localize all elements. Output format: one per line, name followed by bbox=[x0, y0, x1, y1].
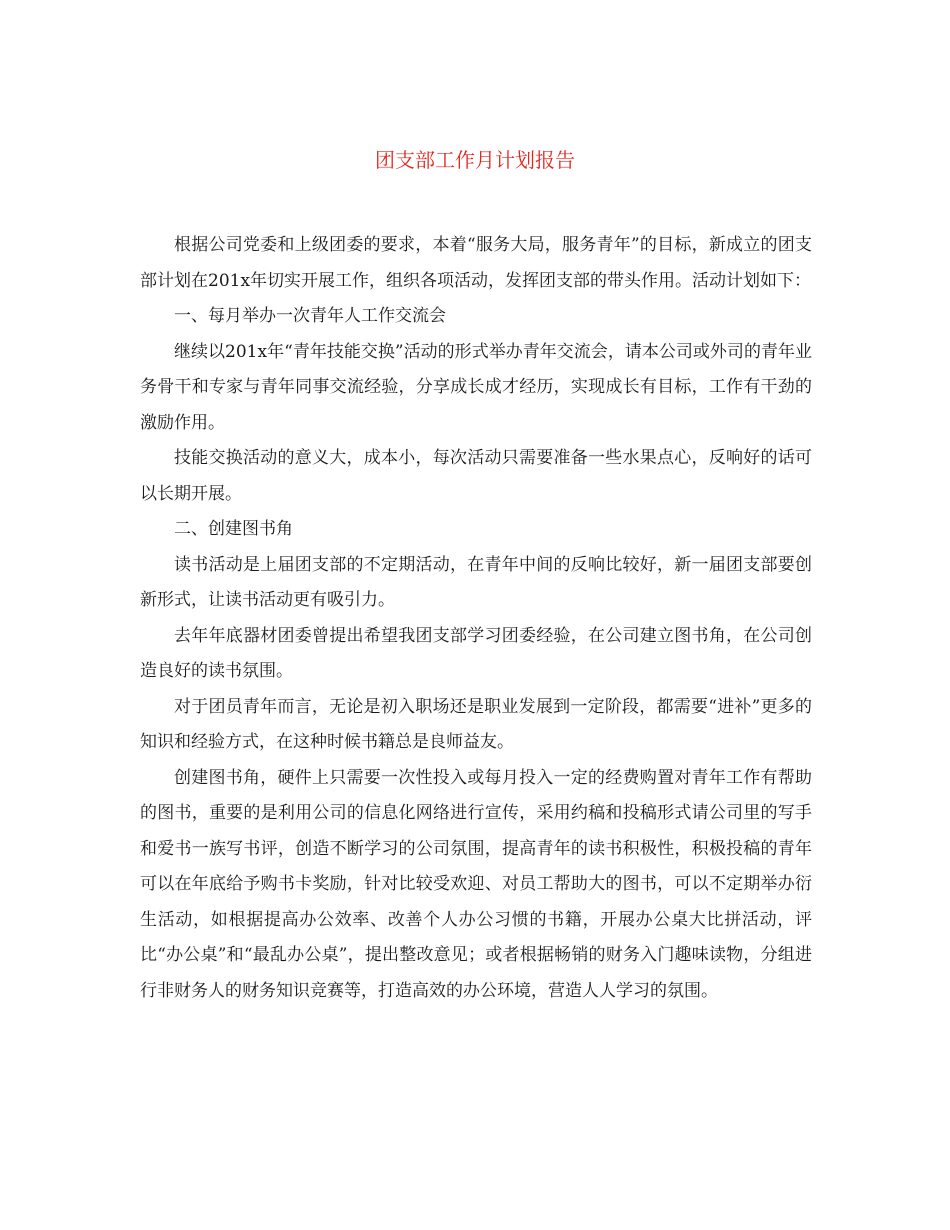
paragraph-book-corner-plan: 创建图书角，硬件上只需要一次性投入或每月投入一定的经费购置对青年工作有帮助的图书，重要的是利用公司的信息化网络进行宣传，采用约稿和投稿形式请公司里的写手和爱书一族写书评，创造不断学习的公司氛围，提高青年的读书积极性，积极投稿的青年可以在年底给予购书卡奖励，针对比较受欢迎、对员工帮助大的图书，可以不定期举办衍生活动，如根据提高办公效率、改善个人办公习惯的书籍，开展办公桌大比拼活动，评比“办公桌”和“最乱办公桌”，提出整改意见；或者根据畅销的财务入门趣味读物，分组进行非财务人的财务知识竞赛等，打造高效的办公环境，营造人人学习的氛围。 bbox=[140, 767, 812, 1001]
section-heading-2: 二、创建图书角 bbox=[174, 519, 293, 539]
paragraph-youth-books: 对于团员青年而言，无论是初入职场还是职业发展到一定阶段，都需要“进补”更多的知识和经验方式，在这种时候书籍总是良师益友。 bbox=[140, 696, 812, 752]
document-body bbox=[140, 228, 812, 1009]
paragraph-skill-exchange: 技能交换活动的意义大，成本小，每次活动只需要准备一些水果点心，反响好的话可以长期开展。 bbox=[140, 448, 812, 504]
section-heading-1: 一、每月举办一次青年人工作交流会 bbox=[174, 306, 446, 326]
paragraph-exchange-meeting: 继续以201x年“青年技能交换”活动的形式举办青年交流会，请本公司或外司的青年业务骨干和专家与青年同事交流经验，分享成长成才经历，实现成长有目标，工作有干劲的激励作用。 bbox=[140, 341, 812, 433]
paragraph-reading-activity: 读书活动是上届团支部的不定期活动，在青年中间的反响比较好，新一届团支部要创新形式，让读书活动更有吸引力。 bbox=[140, 554, 812, 610]
paragraph-intro: 根据公司党委和上级团委的要求，本着“服务大局，服务青年”的目标，新成立的团支部计划在201x年切实开展工作，组织各项活动，发挥团支部的带头作用。活动计划如下： bbox=[140, 235, 812, 291]
document-title: 团支部工作月计划报告 bbox=[375, 148, 575, 172]
paragraph-committee-suggestion: 去年年底器材团委曾提出希望我团支部学习团委经验，在公司建立图书角，在公司创造良好的读书氛围。 bbox=[140, 625, 812, 681]
